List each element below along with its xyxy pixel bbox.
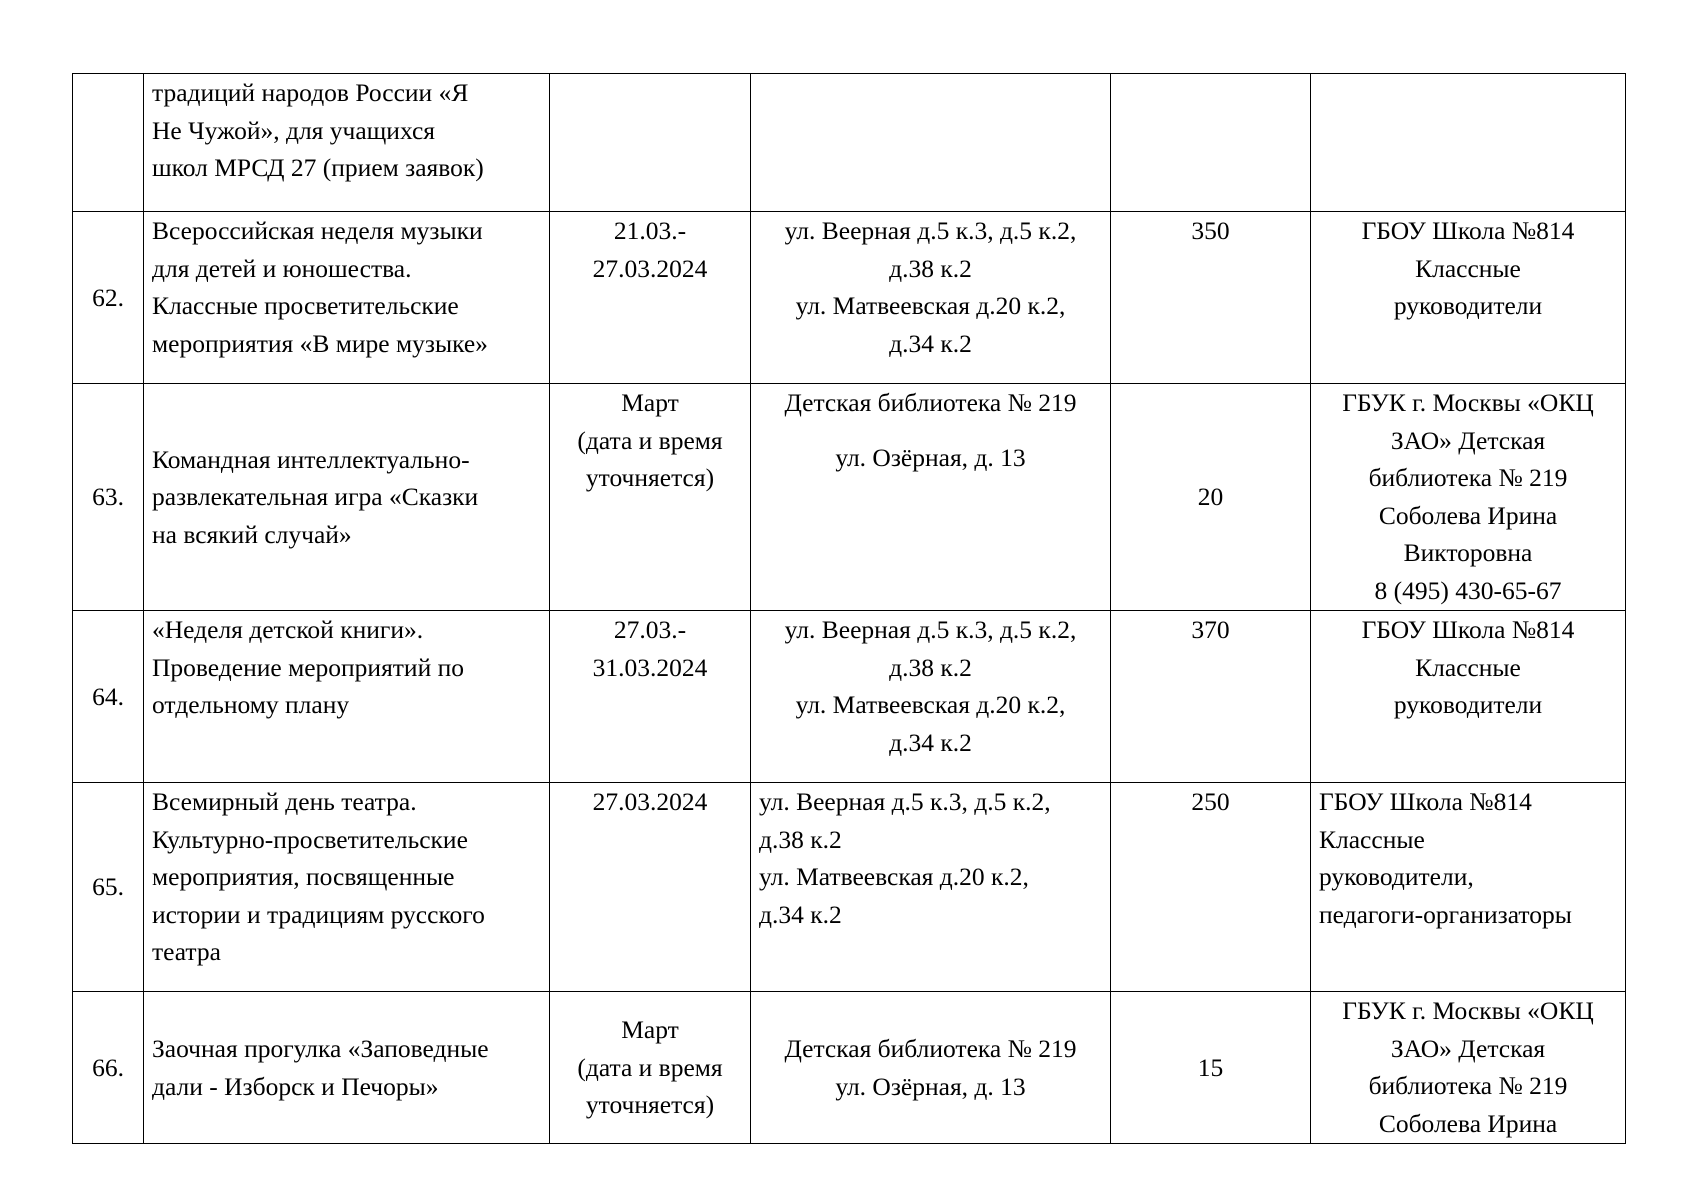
table-row [73, 74, 1626, 212]
table-row [73, 384, 1626, 611]
participant-count [1111, 74, 1311, 212]
text-line: Заочная прогулка «Заповедные [152, 1034, 489, 1063]
event-place [751, 992, 1111, 1144]
event-title [144, 74, 550, 212]
text-line: библиотека № 219 [1368, 463, 1568, 492]
responsible-party [1311, 74, 1626, 212]
text-line: ГБУК г. Москвы «ОКЦ [1342, 996, 1594, 1025]
text-line: 31.03.2024 [592, 652, 708, 682]
text-line: 21.03.- [613, 216, 687, 245]
text-line: ГБОУ Школа №814 [1361, 615, 1575, 644]
events-table [72, 73, 1626, 1144]
text-line: мероприятия «В мире музыке» [152, 328, 488, 358]
event-date [550, 783, 751, 992]
table-row [73, 783, 1626, 992]
event-date [550, 992, 751, 1144]
text-line: ГБОУ Школа №814 [1319, 787, 1532, 816]
participant-count: 250 [1111, 783, 1311, 992]
row-number: 65. [73, 783, 144, 992]
text-line: руководители, [1319, 862, 1474, 891]
text-line: Викторовна [1403, 538, 1533, 567]
text-line: Соболева Ирина [1378, 1108, 1558, 1138]
text-line: ул. Матвеевская д.20 к.2, [795, 690, 1066, 719]
table-row [73, 212, 1626, 384]
event-place [751, 74, 1111, 212]
text-line: ЗАО» Детская [1390, 1033, 1546, 1063]
text-line: уточняется) [585, 463, 715, 492]
row-number: 62. [73, 212, 144, 384]
text-line: ГБУК г. Москвы «ОКЦ [1342, 388, 1594, 417]
participant-count: 15 [1111, 992, 1311, 1144]
event-title [144, 212, 550, 384]
text-line: отдельному плану [152, 690, 350, 719]
text-line: для детей и юношества. [152, 253, 412, 283]
row-number: 64. [73, 611, 144, 783]
text-line: традиций народов России «Я [152, 78, 469, 107]
text-line: Классные [1415, 253, 1521, 283]
table-row [73, 992, 1626, 1144]
event-title [144, 783, 550, 992]
text-line: Классные [1415, 652, 1521, 682]
text-line: ЗАО» Детская [1390, 425, 1546, 455]
responsible-party [1311, 783, 1626, 992]
text-line: д.38 к.2 [759, 824, 842, 854]
text-line: ул. Матвеевская д.20 к.2, [795, 291, 1066, 320]
text-line: Детская библиотека № 219 [784, 1034, 1077, 1063]
text-line: руководители [1393, 690, 1543, 719]
responsible-party [1311, 992, 1626, 1144]
text-line: ул. Веерная д.5 к.3, д.5 к.2, [784, 615, 1077, 644]
text-line: Классные просветительские [152, 291, 459, 320]
text-line: д.34 к.2 [889, 727, 972, 757]
text-line: Не Чужой», для учащихся [152, 115, 436, 145]
row-number: 66. [73, 992, 144, 1144]
event-place [751, 611, 1111, 783]
event-title [144, 611, 550, 783]
event-date [550, 611, 751, 783]
participant-count: 370 [1111, 611, 1311, 783]
text-line: театра [152, 937, 221, 966]
event-place [751, 783, 1111, 992]
text-line: на всякий случай» [152, 519, 352, 549]
text-line: Детская библиотека № 219 [784, 388, 1077, 417]
text-line: ул. Озёрная, д. 13 [835, 442, 1026, 472]
text-line: истории и традициям русского [152, 899, 485, 929]
text-line: развлекательная игра «Сказки [152, 482, 479, 512]
table-row [73, 611, 1626, 783]
text-line: ул. Веерная д.5 к.3, д.5 к.2, [759, 787, 1051, 816]
text-line: ул. Матвеевская д.20 к.2, [759, 862, 1029, 891]
text-line: школ МРСД 27 (прием заявок) [152, 153, 484, 182]
text-line: Соболева Ирина [1378, 500, 1558, 530]
text-line: уточняется) [585, 1090, 715, 1120]
text-line: 27.03.2024 [592, 787, 708, 816]
text-line: библиотека № 219 [1368, 1071, 1568, 1100]
text-line: Март [621, 1015, 679, 1045]
text-line: д.38 к.2 [889, 652, 972, 682]
event-place [751, 212, 1111, 384]
text-line: (дата и время [577, 425, 723, 455]
text-line: Культурно-просветительские [152, 824, 468, 854]
text-line: Всемирный день театра. [152, 787, 417, 816]
event-date [550, 212, 751, 384]
participant-count: 20 [1111, 384, 1311, 611]
text-line: Классные [1319, 824, 1425, 854]
text-line: Март [621, 388, 679, 417]
text-line: «Неделя детской книги». [152, 615, 424, 644]
row-number [73, 74, 144, 212]
text-line: педагоги-организаторы [1319, 899, 1572, 929]
event-title [144, 992, 550, 1144]
responsible-party [1311, 611, 1626, 783]
text-line: 27.03.- [613, 615, 687, 644]
text-line: ул. Озёрная, д. 13 [835, 1071, 1026, 1101]
text-line: д.34 к.2 [759, 899, 842, 929]
event-date [550, 384, 751, 611]
text-line: ГБОУ Школа №814 [1361, 216, 1575, 245]
text-line: Проведение мероприятий по [152, 652, 465, 682]
event-date [550, 74, 751, 212]
text-line: 8 (495) 430-65-67 [1374, 575, 1562, 605]
participant-count: 350 [1111, 212, 1311, 384]
text-line: (дата и время [577, 1052, 723, 1082]
responsible-party [1311, 212, 1626, 384]
text-line: Командная интеллектуально- [152, 444, 470, 474]
event-place [751, 384, 1111, 611]
row-number: 63. [73, 384, 144, 611]
responsible-party [1311, 384, 1626, 611]
text-line: дали - Изборск и Печоры» [152, 1071, 439, 1101]
text-line: д.34 к.2 [889, 328, 972, 358]
text-line: 27.03.2024 [592, 253, 708, 283]
event-title [144, 384, 550, 611]
text-line: мероприятия, посвященные [152, 862, 455, 891]
text-line: руководители [1393, 291, 1543, 320]
text-line: ул. Веерная д.5 к.3, д.5 к.2, [784, 216, 1077, 245]
text-line: Всероссийская неделя музыки [152, 216, 483, 245]
text-line: д.38 к.2 [889, 253, 972, 283]
